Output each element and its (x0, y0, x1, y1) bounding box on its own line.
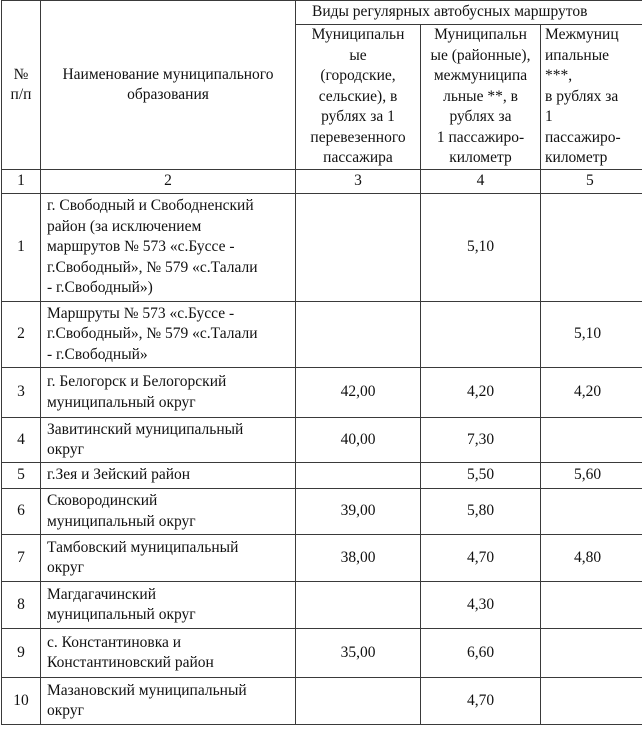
row-number: 4 (2, 418, 41, 463)
row-number: 3 (2, 368, 41, 418)
row-district-rate: 5,10 (421, 194, 541, 302)
table-row (2, 582, 642, 629)
header-municipal: Муниципальн ые (городские, сельские), в рублях за 1 перевезенного пассажира (296, 25, 421, 170)
table-row (2, 463, 642, 489)
row-intermunicipal-rate (541, 678, 642, 725)
table-row (2, 194, 642, 302)
header-district: Муниципальн ые (районные), межмуниципа льные **, в рублях за 1 пассажиро- километр (421, 25, 541, 170)
row-name: Тамбовский муниципальный округ (41, 535, 296, 582)
row-municipal-rate (296, 302, 421, 368)
row-name: Магдагачинский муниципальный округ (41, 582, 296, 629)
row-district-rate (421, 302, 541, 368)
row-intermunicipal-rate (541, 629, 642, 678)
row-intermunicipal-rate (541, 418, 642, 463)
row-district-rate: 4,70 (421, 535, 541, 582)
row-name: Маршруты № 573 «с.Буссе - г.Свободный», № 579 «с.Талали - г.Свободный» (41, 302, 296, 368)
row-intermunicipal-rate: 4,80 (541, 535, 642, 582)
row-name: Мазановский муниципальный округ (41, 678, 296, 725)
row-name: Завитинский муниципальный округ (41, 418, 296, 463)
row-name: Сковородинский муниципальный округ (41, 489, 296, 535)
row-name: с. Константиновка и Константиновский район (41, 629, 296, 678)
row-number: 7 (2, 535, 41, 582)
row-municipal-rate (296, 582, 421, 629)
row-intermunicipal-rate: 5,10 (541, 302, 642, 368)
row-municipal-rate: 42,00 (296, 368, 421, 418)
row-name: г. Белогорск и Белогорский муниципальный округ (41, 368, 296, 418)
header-route-types: Виды регулярных автобусных маршрутов (296, 1, 642, 25)
row-district-rate: 7,30 (421, 418, 541, 463)
index-cell: 3 (296, 170, 421, 194)
row-municipal-rate: 38,00 (296, 535, 421, 582)
row-number: 9 (2, 629, 41, 678)
row-municipal-rate: 40,00 (296, 418, 421, 463)
header-name: Наименование муниципального образования (41, 1, 296, 170)
row-number: 5 (2, 463, 41, 489)
index-cell: 4 (421, 170, 541, 194)
row-district-rate: 5,50 (421, 463, 541, 489)
table-row (2, 302, 642, 368)
row-number: 2 (2, 302, 41, 368)
tariff-table (1, 0, 642, 725)
row-number: 6 (2, 489, 41, 535)
row-municipal-rate: 35,00 (296, 629, 421, 678)
index-cell: 1 (2, 170, 41, 194)
row-district-rate: 4,30 (421, 582, 541, 629)
index-cell: 5 (541, 170, 642, 194)
header-number: № п/п (2, 1, 41, 170)
row-number: 10 (2, 678, 41, 725)
header-intermunicipal: Межмуниц ипальные ***, в рублях за 1 пассажиро- километр (541, 25, 642, 170)
row-name: г. Свободный и Свободненский район (за исключением маршрутов № 573 «с.Буссе - г.Свободный», № 579 «с.Талали - г.Свободный») (41, 194, 296, 302)
row-intermunicipal-rate (541, 489, 642, 535)
row-number: 1 (2, 194, 41, 302)
row-intermunicipal-rate: 5,60 (541, 463, 642, 489)
row-intermunicipal-rate (541, 582, 642, 629)
row-district-rate: 4,70 (421, 678, 541, 725)
row-number: 8 (2, 582, 41, 629)
table-row (2, 678, 642, 725)
row-district-rate: 5,80 (421, 489, 541, 535)
row-name: г.Зея и Зейский район (41, 463, 296, 489)
row-municipal-rate: 39,00 (296, 489, 421, 535)
table-row (2, 418, 642, 463)
row-municipal-rate (296, 194, 421, 302)
row-district-rate: 6,60 (421, 629, 541, 678)
table-row (2, 535, 642, 582)
table-row (2, 368, 642, 418)
row-district-rate: 4,20 (421, 368, 541, 418)
row-intermunicipal-rate: 4,20 (541, 368, 642, 418)
table-row (2, 629, 642, 678)
row-intermunicipal-rate (541, 194, 642, 302)
row-municipal-rate (296, 463, 421, 489)
table-row (2, 489, 642, 535)
row-municipal-rate (296, 678, 421, 725)
index-cell: 2 (41, 170, 296, 194)
